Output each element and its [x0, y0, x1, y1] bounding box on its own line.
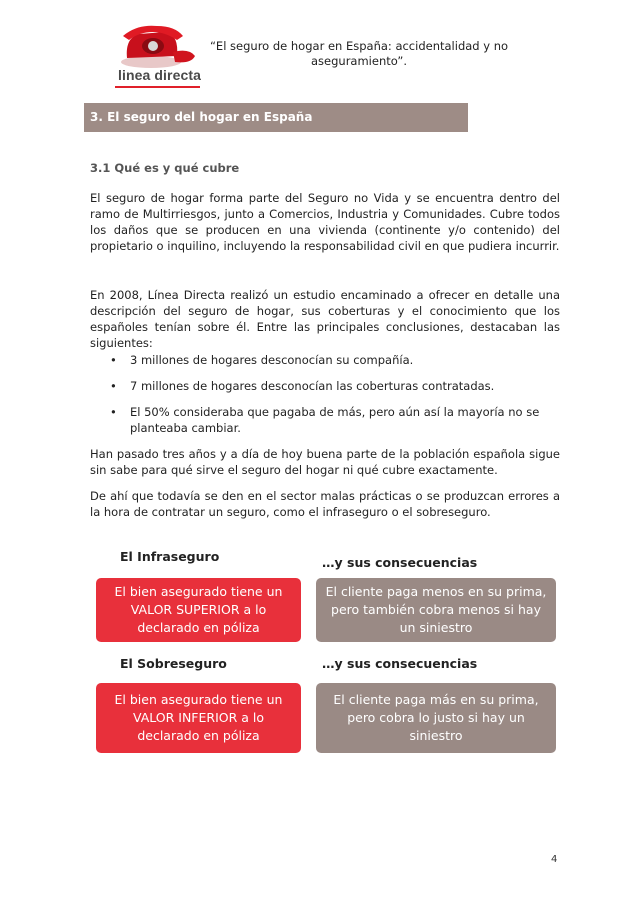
paragraph-study: En 2008, Línea Directa realizó un estudio encaminado a ofrecer en detalle una descripción del seguro de hogar, sus coberturas y el conocimiento que los españoles tenían sobre él. Entre las principales conclusiones, destacaban las siguientes: [90, 288, 560, 350]
paragraph-bad-practices: De ahí que todavía se den en el sector malas prácticas o se produzcan errores a la hora de contratar un seguro, como el infraseguro o el sobreseguro. [90, 489, 560, 519]
subsection-title: 3.1 Qué es y qué cubre [90, 161, 240, 175]
list-item: • 3 millones de hogares desconocían su compañía. [110, 353, 414, 367]
document-header-title: “El seguro de hogar en España: accidentalidad y no aseguramiento”. [209, 39, 509, 68]
sobreseguro-label: El Sobreseguro [120, 656, 227, 671]
paragraph-current-situation: Han pasado tres años y a día de hoy buena parte de la población española sigue sin sabe para qué sirve el seguro del hogar ni qué cubre exactamente. [90, 447, 560, 477]
section-title: 3. El seguro del hogar en España [90, 110, 313, 124]
conclusions-list [110, 352, 560, 446]
red-telephone-icon [113, 22, 201, 70]
sobreseguro-consequences-label: …y sus consecuencias [322, 656, 478, 671]
infraseguro-box: El bien asegurado tiene un VALOR SUPERIOR a lo declarado en póliza [96, 578, 301, 642]
list-item-text: 3 millones de hogares desconocían su compañía. [130, 353, 414, 367]
logo-underline [115, 86, 200, 88]
list-item-text: 7 millones de hogares desconocían las coberturas contratadas. [130, 379, 495, 393]
sobreseguro-box: El bien asegurado tiene un VALOR INFERIOR a lo declarado en póliza [96, 683, 301, 753]
page-number: 4 [551, 854, 558, 865]
sobreseguro-consequence-box: El cliente paga más en su prima, pero cobra lo justo si hay un siniestro [316, 683, 556, 753]
infraseguro-consequences-label: …y sus consecuencias [322, 555, 478, 570]
list-item-text: El 50% consideraba que pagaba de más, pero aún así la mayoría no se planteaba cambiar. [130, 405, 540, 435]
infraseguro-label: El Infraseguro [120, 549, 220, 564]
list-item: • 7 millones de hogares desconocían las coberturas contratadas. [110, 379, 495, 393]
logo-text: linea directa [118, 67, 202, 83]
infraseguro-consequence-box: El cliente paga menos en su prima, pero también cobra menos si hay un siniestro [316, 578, 556, 642]
paragraph-definition: El seguro de hogar forma parte del Seguro no Vida y se encuentra dentro del ramo de Multirriesgos, junto a Comercios, Industria y Comunidades. Cubre todos los daños que se producen en una vivienda (continente y/o contenido) del propietario o inquilino, incluyendo la responsabilidad civil en que pudiera incurrir. [90, 191, 560, 253]
list-item: • El 50% consideraba que pagaba de más, pero aún así la mayoría no se planteaba cambiar. [110, 405, 540, 435]
